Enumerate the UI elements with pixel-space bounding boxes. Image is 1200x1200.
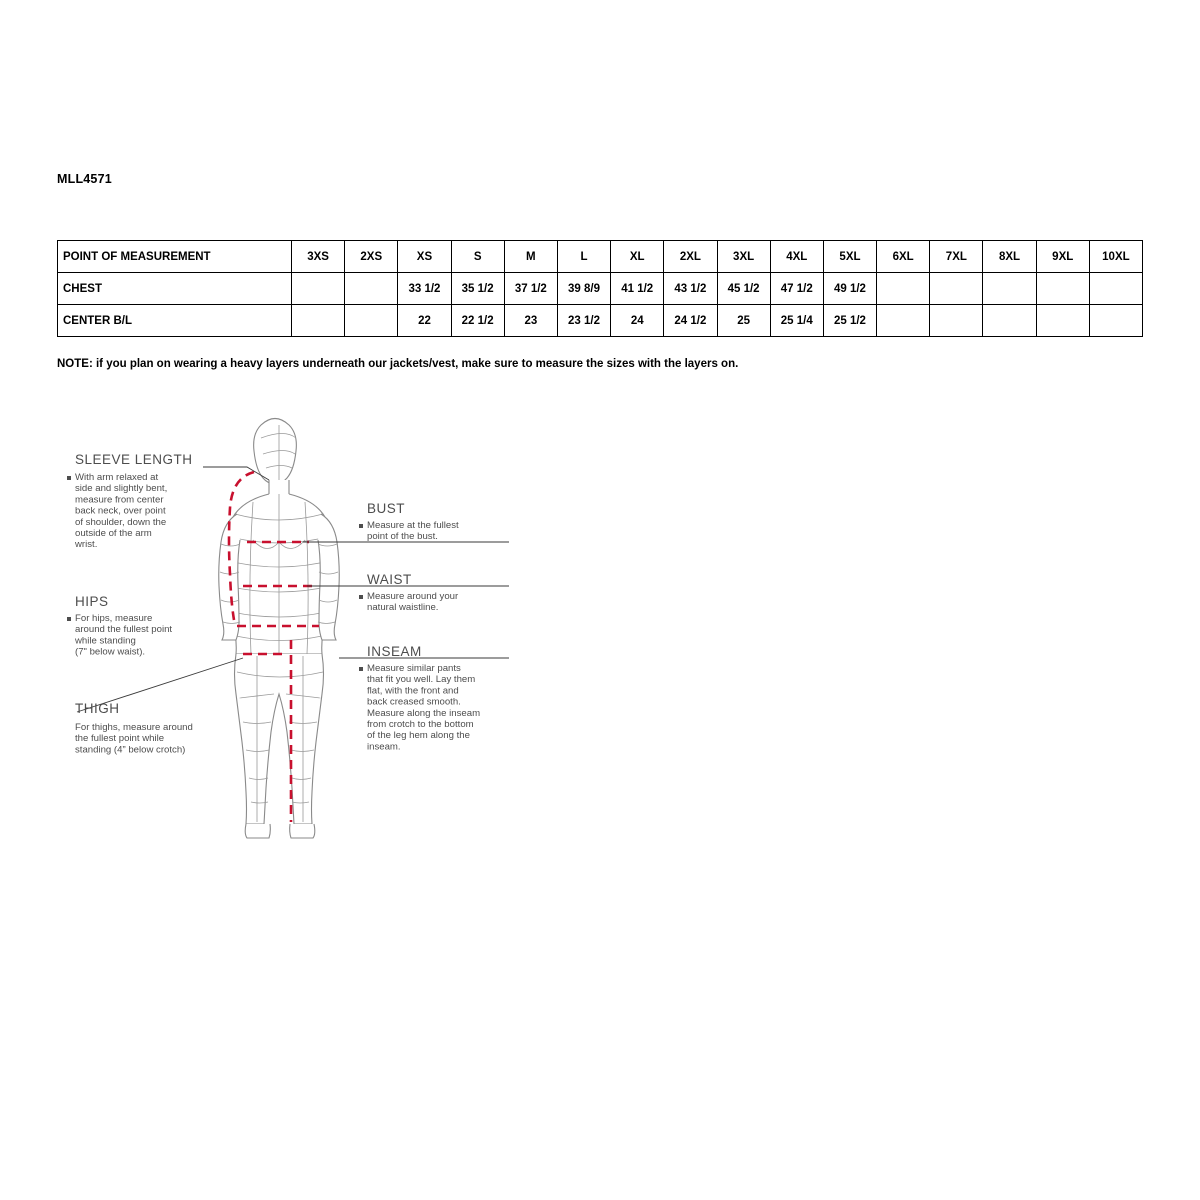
label-inseam: [359, 644, 483, 752]
cell-chest-2xs: [345, 273, 398, 305]
column-header-6xl: 6XL: [877, 241, 930, 273]
cell-chest-9xl: [1036, 273, 1089, 305]
column-header-3xs: 3XS: [292, 241, 345, 273]
mannequin-figure: [219, 419, 340, 839]
table-row: [58, 273, 1143, 305]
label-body-sleeve-length: With arm relaxed at side and slightly bent, measure from center back neck, over point of shoulder, down the outside of the arm wrist.: [75, 472, 168, 551]
column-header-l: L: [557, 241, 610, 273]
size-chart-table: [57, 240, 1143, 337]
label-sleeve-length: [67, 452, 193, 550]
cell-chest-3xl: 45 1/2: [717, 273, 770, 305]
bullet-icon: [359, 595, 363, 599]
cell-centerbl-2xs: [345, 305, 398, 337]
column-header-8xl: 8XL: [983, 241, 1036, 273]
label-hips: [67, 594, 175, 658]
cell-centerbl-3xl: 25: [717, 305, 770, 337]
cell-chest-l: 39 8/9: [557, 273, 610, 305]
cell-chest-s: 35 1/2: [451, 273, 504, 305]
table-header-row: [58, 241, 1143, 273]
cell-centerbl-m: 23: [504, 305, 557, 337]
table-row: [58, 305, 1143, 337]
label-body-hips: For hips, measure around the fullest point while standing (7" below waist).: [75, 613, 173, 658]
measurement-diagram: [57, 410, 577, 860]
column-header-point-of-measurement: POINT OF MEASUREMENT: [58, 241, 292, 273]
cell-centerbl-6xl: [877, 305, 930, 337]
cell-centerbl-10xl: [1089, 305, 1142, 337]
column-header-10xl: 10XL: [1089, 241, 1142, 273]
cell-centerbl-2xl: 24 1/2: [664, 305, 717, 337]
bullet-icon: [359, 667, 363, 671]
label-title-sleeve-length: SLEEVE LENGTH: [75, 452, 193, 467]
label-body-bust: Measure at the fullest point of the bust.: [367, 520, 459, 543]
column-header-xs: XS: [398, 241, 451, 273]
column-header-5xl: 5XL: [823, 241, 876, 273]
column-header-2xl: 2XL: [664, 241, 717, 273]
column-header-3xl: 3XL: [717, 241, 770, 273]
cell-centerbl-5xl: 25 1/2: [823, 305, 876, 337]
label-body-waist: Measure around your natural waistline.: [367, 591, 459, 614]
cell-centerbl-xl: 24: [611, 305, 664, 337]
cell-chest-2xl: 43 1/2: [664, 273, 717, 305]
cell-centerbl-3xs: [292, 305, 345, 337]
cell-chest-7xl: [930, 273, 983, 305]
label-title-hips: HIPS: [75, 594, 109, 609]
label-bust: [359, 501, 461, 542]
cell-chest-8xl: [983, 273, 1036, 305]
cell-centerbl-9xl: [1036, 305, 1089, 337]
cell-chest-4xl: 47 1/2: [770, 273, 823, 305]
label-body-thigh: For thighs, measure around the fullest point while standing (4” below crotch): [75, 722, 193, 756]
cell-centerbl-7xl: [930, 305, 983, 337]
column-header-4xl: 4XL: [770, 241, 823, 273]
product-sku: MLL4571: [57, 172, 112, 186]
bullet-icon: [359, 524, 363, 528]
cell-chest-3xs: [292, 273, 345, 305]
bullet-icon: [67, 476, 71, 480]
label-waist: [359, 572, 461, 613]
column-header-m: M: [504, 241, 557, 273]
column-header-xl: XL: [611, 241, 664, 273]
cell-centerbl-8xl: [983, 305, 1036, 337]
label-title-bust: BUST: [367, 501, 406, 516]
label-thigh: [75, 701, 196, 755]
cell-chest-5xl: 49 1/2: [823, 273, 876, 305]
label-title-inseam: INSEAM: [367, 644, 422, 659]
cell-chest-6xl: [877, 273, 930, 305]
row-label-center-bl: CENTER B/L: [58, 305, 292, 337]
cell-chest-10xl: [1089, 273, 1142, 305]
cell-centerbl-xs: 22: [398, 305, 451, 337]
label-body-inseam: Measure similar pants that fit you well. Lay them flat, with the front and back creased smooth. Measure along the inseam from crotch to the bottom of the leg hem along the inseam.: [367, 663, 481, 753]
cell-centerbl-l: 23 1/2: [557, 305, 610, 337]
cell-centerbl-4xl: 25 1/4: [770, 305, 823, 337]
column-header-s: S: [451, 241, 504, 273]
label-title-thigh: THIGH: [75, 701, 120, 716]
cell-chest-m: 37 1/2: [504, 273, 557, 305]
label-title-waist: WAIST: [367, 572, 412, 587]
cell-chest-xs: 33 1/2: [398, 273, 451, 305]
column-header-7xl: 7XL: [930, 241, 983, 273]
cell-chest-xl: 41 1/2: [611, 273, 664, 305]
cell-centerbl-s: 22 1/2: [451, 305, 504, 337]
column-header-9xl: 9XL: [1036, 241, 1089, 273]
row-label-chest: CHEST: [58, 273, 292, 305]
measurement-note: NOTE: if you plan on wearing a heavy layers underneath our jackets/vest, make sure to measure the sizes with the layers on.: [57, 358, 739, 370]
bullet-icon: [67, 617, 71, 621]
column-header-2xs: 2XS: [345, 241, 398, 273]
